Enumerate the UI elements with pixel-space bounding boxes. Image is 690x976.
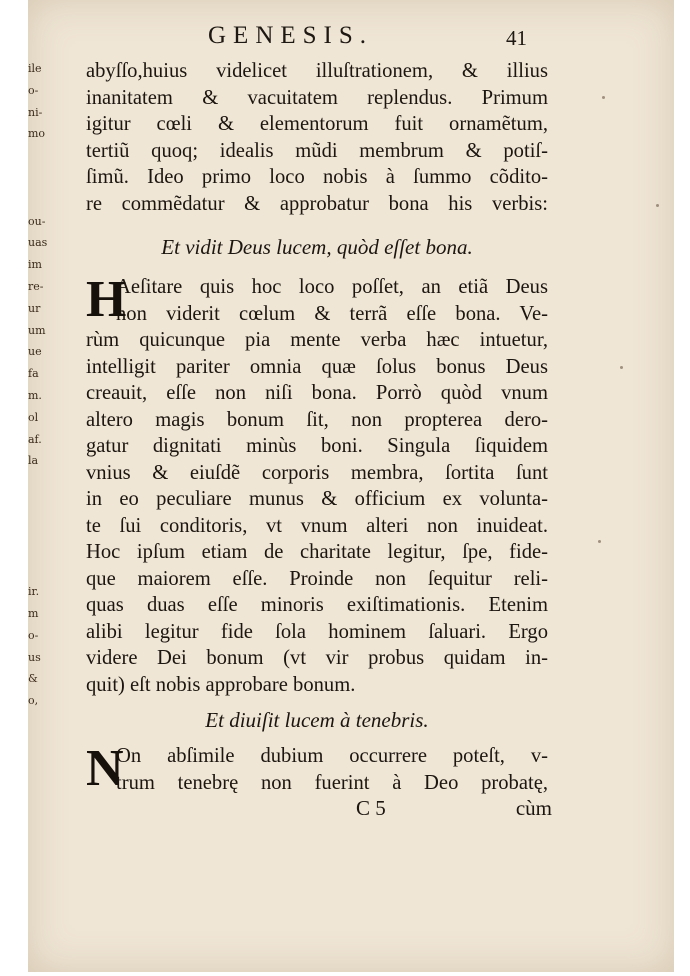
text-line: vnius & eiuſdẽ corporis membra, ſortita ſunt <box>86 461 548 484</box>
text-line: inanitatem & vacuitatem replendus. Primum <box>86 86 548 109</box>
text-line: altero magis bonum ſit, non propterea dero- <box>86 408 548 431</box>
margin-fragment: & <box>28 672 38 686</box>
text-line: quas duas eſſe minoris exiſtimationis. Etenim <box>86 594 548 616</box>
section-heading: Et diuiſit lucem à tenebris. <box>205 708 429 732</box>
margin-fragment: ue <box>28 345 42 359</box>
margin-fragment: um <box>28 323 46 337</box>
text-line: te ſui conditoris, vt vnum alteri non inuideat. <box>86 514 548 537</box>
margin-fragment <box>28 540 42 562</box>
margin-fragment <box>28 496 42 518</box>
book-page <box>28 0 674 972</box>
margin-fragment <box>28 518 42 540</box>
margin-fragment: ir. <box>28 585 40 599</box>
margin-fragment: uas <box>28 236 48 250</box>
text-line: alibi legitur fide ſola hominem ſaluari. Ergo <box>86 620 548 643</box>
text-line: quit) eſt nobis approbare bonum. <box>86 673 356 696</box>
text-line: trum tenebrę non fuerint à Deo probatę, <box>116 771 548 794</box>
ink-speck <box>620 366 623 369</box>
text-line: videre Dei bonum (vt vir probus quidam in- <box>86 647 548 669</box>
ink-speck <box>598 540 601 543</box>
margin-fragment: fa <box>28 367 39 381</box>
text-line: in eo peculiare munus & officium ex volunta- <box>86 488 548 510</box>
margin-fragment: ni- <box>28 105 43 119</box>
page-header <box>28 22 674 56</box>
drop-initial: N <box>86 740 124 797</box>
margin-fragment: ol <box>28 410 39 424</box>
ink-speck <box>602 96 605 99</box>
text-line: Aeſitare quis hoc loco poſſet, an etiã Deus <box>116 276 548 298</box>
margin-fragment: af. <box>28 432 42 446</box>
margin-fragment <box>28 191 42 213</box>
text-line: abyſſo,huius videlicet illuſtrationem, & illius <box>86 60 548 82</box>
page-footer <box>86 796 552 822</box>
margin-fragment: m. <box>28 388 42 402</box>
margin-fragment: m <box>28 606 39 620</box>
text-line: rùm quicunque pia mente verba hæc intuetur, <box>86 329 548 351</box>
margin-fragment: o- <box>28 628 39 642</box>
text-line: On abſimile dubium occurrere poteſt, v- <box>116 745 548 767</box>
text-block <box>86 58 552 822</box>
margin-fragment: re- <box>28 279 44 293</box>
text-line: tertiũ quoq; idealis mũdi membrum & potiſ- <box>86 139 548 162</box>
margin-fragment: o- <box>28 83 39 97</box>
margin-fragment: o, <box>28 694 39 708</box>
margin-fragment <box>28 169 42 191</box>
text-line: non viderit cœlum & terrã eſſe bona. Ve- <box>116 302 548 325</box>
margin-fragment: ile <box>28 62 42 75</box>
margin-fragment: us <box>28 650 41 664</box>
ink-speck <box>656 204 659 207</box>
margin-fragment <box>28 147 42 169</box>
margin-fragment: ou- <box>28 214 46 228</box>
section-heading: Et vidit Deus lucem, quòd eſſet bona. <box>161 235 473 259</box>
signature-mark: C 5 <box>356 796 386 820</box>
text-line: ſimũ. Ideo primo loco nobis à ſummo cõdito- <box>86 166 548 188</box>
margin-fragment: mo <box>28 127 46 141</box>
page-number: 41 <box>506 26 527 50</box>
margin-fragment <box>28 561 42 583</box>
text-line: re commẽdatur & approbatur bona his verbis: <box>86 192 548 215</box>
catchword: cùm <box>515 796 552 820</box>
intro-paragraph <box>86 58 548 217</box>
margin-fragment: ur <box>28 301 41 315</box>
text-line: igitur cœli & elementorum fuit ornamẽtum, <box>86 113 548 135</box>
drop-initial: H <box>86 271 127 328</box>
facing-page-margin <box>28 60 48 880</box>
paragraph <box>86 740 548 797</box>
margin-fragment <box>28 474 42 496</box>
text-line: intelligit pariter omnia quæ ſolus bonus Deus <box>86 355 548 378</box>
text-line: Hoc ipſum etiam de charitate legitur, ſpe, fide- <box>86 541 548 563</box>
margin-fragment: im <box>28 258 42 272</box>
margin-fragment: la <box>28 454 39 468</box>
paragraph <box>86 271 548 698</box>
text-line: creauit, eſſe non niſi bona. Porrò quòd vnum <box>86 382 548 404</box>
text-line: gatur dignitati minùs boni. Singula ſiquidem <box>86 435 548 457</box>
text-line: que maiorem eſſe. Proinde non ſequitur reli- <box>86 567 548 590</box>
running-title: GENESIS. <box>208 22 374 49</box>
